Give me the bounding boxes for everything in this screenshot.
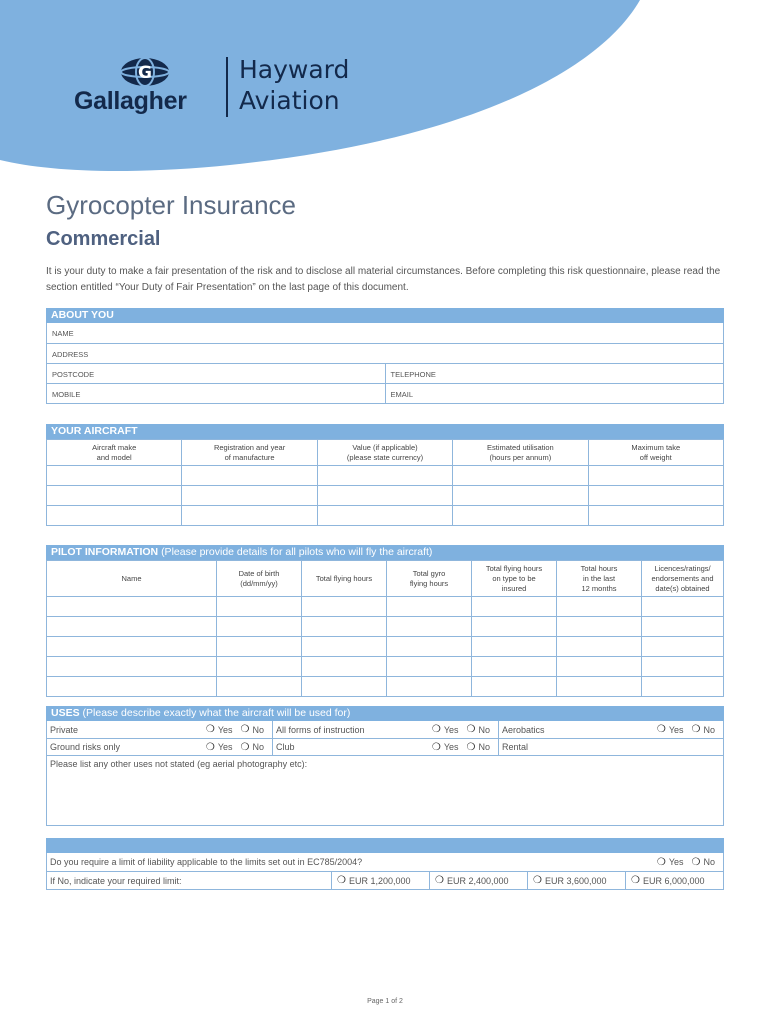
pilot-col-label: Name	[121, 573, 142, 583]
uses-section	[46, 706, 724, 826]
page-subtitle: Commercial	[46, 228, 161, 250]
checkbox-icon: ❍	[691, 724, 701, 735]
option-label: No	[478, 742, 490, 752]
checkbox-icon: ❍	[205, 724, 215, 735]
aircraft-heading: YOUR AIRCRAFT	[46, 424, 724, 439]
table-row	[47, 597, 724, 617]
pilot-col-header	[47, 561, 217, 597]
table-cell[interactable]	[453, 506, 588, 526]
option-label: No	[703, 724, 715, 735]
table-row	[47, 637, 724, 657]
use-club-label: Club	[276, 742, 295, 752]
table-cell[interactable]	[302, 597, 387, 617]
use-ground-risks-label: Ground risks only	[50, 742, 121, 752]
table-cell[interactable]	[642, 657, 724, 677]
table-row	[47, 486, 724, 506]
limit-option[interactable]	[625, 872, 723, 889]
table-cell[interactable]	[317, 466, 452, 486]
table-cell[interactable]	[472, 617, 557, 637]
checkbox-icon: ❍	[656, 856, 666, 868]
table-cell[interactable]	[588, 466, 723, 486]
aircraft-col-label: Value (if applicable) (please state currency)	[346, 442, 424, 462]
table-cell[interactable]	[217, 657, 302, 677]
aircraft-table	[46, 439, 724, 526]
checkbox-icon: ❍	[656, 724, 666, 735]
liability-if-no-label: If No, indicate your required limit:	[50, 875, 182, 886]
use-instruction-no[interactable]	[467, 724, 490, 735]
table-cell[interactable]	[217, 637, 302, 657]
about-you-heading: ABOUT YOU	[46, 308, 724, 323]
pilot-col-header	[472, 561, 557, 597]
table-row	[47, 466, 724, 486]
use-rental-label: Rental	[502, 742, 529, 752]
intro-text: It is your duty to make a fair presentation of the risk and to disclose all material circumstances. Before completing this risk questionnaire, please read the section entitled “Your Duty of Fair Presentation” on the last page of this document.	[46, 266, 721, 293]
company-logo	[74, 55, 374, 125]
name-field[interactable]: NAME	[52, 329, 74, 338]
table-cell[interactable]	[557, 637, 642, 657]
pilot-col-header	[302, 561, 387, 597]
table-cell[interactable]	[217, 677, 302, 697]
liability-heading-bar	[46, 838, 724, 853]
table-cell[interactable]	[182, 506, 317, 526]
pilot-col-label: Total flying hours	[315, 573, 373, 583]
table-row	[47, 617, 724, 637]
pilot-heading-note: (Please provide details for all pilots who will fly the aircraft)	[161, 546, 433, 558]
uses-heading-note: (Please describe exactly what the aircraft will be used for)	[82, 707, 351, 719]
use-club-no[interactable]	[467, 742, 490, 753]
aircraft-col-label: Aircraft make and model	[92, 442, 137, 462]
use-private-yes[interactable]	[206, 724, 233, 735]
use-aerobatics-yes[interactable]	[657, 724, 684, 735]
table-cell[interactable]	[387, 597, 472, 617]
page-number: Page 1 of 2	[367, 998, 403, 1005]
option-label: No	[252, 742, 264, 752]
use-instruction-yes[interactable]	[432, 724, 459, 735]
uses-row	[47, 721, 723, 738]
liability-limit-row	[47, 871, 723, 889]
pilot-col-label: Date of birth (dd/mm/yy)	[238, 568, 280, 588]
about-you-section	[46, 308, 724, 404]
table-cell[interactable]	[47, 677, 217, 697]
limit-option[interactable]	[527, 872, 625, 889]
uses-heading-label: USES	[51, 707, 80, 719]
use-club-yes[interactable]	[432, 742, 459, 753]
liability-no[interactable]	[692, 857, 715, 868]
pilot-col-header	[557, 561, 642, 597]
aircraft-col-label: Registration and year of manufacture	[213, 442, 286, 462]
other-uses-field[interactable]	[47, 755, 723, 825]
table-cell[interactable]	[47, 486, 182, 506]
table-row	[47, 506, 724, 526]
use-aerobatics-no[interactable]	[692, 724, 715, 735]
option-label: No	[703, 857, 715, 867]
uses-heading	[46, 706, 724, 721]
pilot-heading	[46, 545, 724, 560]
table-cell[interactable]	[302, 677, 387, 697]
table-cell[interactable]	[387, 677, 472, 697]
table-cell[interactable]	[642, 597, 724, 617]
logo-division-line2: Aviation	[239, 86, 340, 115]
limit-option-label: EUR 2,400,000	[446, 875, 509, 886]
aircraft-col-header	[47, 440, 182, 466]
logo-division-line1: Hayward	[239, 55, 350, 84]
aircraft-col-header	[317, 440, 452, 466]
checkbox-icon: ❍	[466, 741, 476, 753]
checkbox-icon: ❍	[431, 724, 441, 735]
aircraft-section	[46, 424, 724, 526]
option-label: Yes	[668, 724, 684, 735]
checkbox-icon: ❍	[691, 856, 701, 868]
option-label: Yes	[217, 742, 233, 752]
aircraft-col-header	[588, 440, 723, 466]
aircraft-col-header	[182, 440, 317, 466]
telephone-field[interactable]: TELEPHONE	[385, 364, 724, 383]
pilot-col-label: Licences/ratings/ endorsements and date(s) obtained	[651, 563, 714, 593]
table-cell[interactable]	[317, 506, 452, 526]
use-instruction-label: All forms of instruction	[276, 724, 365, 735]
use-private-no[interactable]	[241, 724, 264, 735]
table-cell[interactable]	[47, 597, 217, 617]
table-cell[interactable]	[472, 677, 557, 697]
table-cell[interactable]	[472, 637, 557, 657]
option-label: Yes	[668, 857, 684, 867]
table-cell[interactable]	[557, 617, 642, 637]
checkbox-icon: ❍	[240, 741, 250, 753]
table-cell[interactable]	[453, 486, 588, 506]
checkbox-icon: ❍	[205, 741, 215, 753]
table-cell[interactable]	[588, 506, 723, 526]
checkbox-icon: ❍	[337, 875, 346, 886]
liability-question: Do you require a limit of liability applicable to the limits set out in EC785/2004?	[50, 857, 363, 867]
table-cell[interactable]	[182, 486, 317, 506]
table-row	[47, 677, 724, 697]
address-field[interactable]: ADDRESS	[52, 350, 89, 359]
limit-option[interactable]	[331, 872, 429, 889]
table-cell[interactable]	[588, 486, 723, 506]
option-label: Yes	[443, 724, 459, 735]
table-cell[interactable]	[387, 657, 472, 677]
aircraft-col-label: Estimated utilisation (hours per annum)	[487, 442, 554, 462]
option-label: No	[252, 724, 264, 735]
table-cell[interactable]	[47, 506, 182, 526]
limit-option[interactable]	[429, 872, 527, 889]
liability-question-row	[47, 853, 723, 871]
checkbox-icon: ❍	[431, 741, 441, 753]
aircraft-col-label: Maximum take off weight	[631, 442, 681, 462]
table-cell[interactable]	[182, 466, 317, 486]
table-cell[interactable]	[557, 657, 642, 677]
pilot-col-header	[387, 561, 472, 597]
svg-text:G: G	[138, 63, 152, 83]
logo-divider	[226, 57, 228, 117]
table-cell[interactable]	[317, 486, 452, 506]
table-cell[interactable]	[47, 657, 217, 677]
table-cell[interactable]	[453, 466, 588, 486]
table-cell[interactable]	[217, 597, 302, 617]
use-private-label: Private	[50, 724, 79, 735]
pilot-col-header	[642, 561, 724, 597]
table-cell[interactable]	[302, 617, 387, 637]
pilot-col-label: Total hours in the last 12 months	[580, 563, 618, 593]
pilot-section	[46, 545, 724, 697]
table-cell[interactable]	[47, 617, 217, 637]
table-cell[interactable]	[472, 657, 557, 677]
checkbox-icon: ❍	[466, 724, 476, 735]
email-field[interactable]: EMAIL	[385, 384, 724, 403]
postcode-field[interactable]: POSTCODE	[52, 370, 95, 379]
option-label: Yes	[443, 742, 459, 752]
table-cell[interactable]	[387, 637, 472, 657]
use-ground-risks-no[interactable]	[241, 742, 264, 753]
table-cell[interactable]	[302, 657, 387, 677]
table-cell[interactable]	[302, 637, 387, 657]
checkbox-icon: ❍	[533, 875, 542, 886]
pilot-col-label: Total flying hours on type to be insured	[485, 563, 543, 593]
table-row	[47, 657, 724, 677]
table-cell[interactable]	[642, 637, 724, 657]
uses-row	[47, 738, 723, 755]
page-title: Gyrocopter Insurance	[46, 190, 297, 220]
other-uses-label: Please list any other uses not stated (eg aerial photography etc):	[50, 759, 308, 769]
option-label: Yes	[217, 724, 233, 735]
pilot-heading-label: PILOT INFORMATION	[51, 546, 159, 558]
liability-yes[interactable]	[657, 857, 684, 868]
table-cell[interactable]	[387, 617, 472, 637]
table-cell[interactable]	[472, 597, 557, 617]
pilot-col-label: Total gyro flying hours	[409, 568, 449, 588]
use-ground-risks-yes[interactable]	[206, 742, 233, 753]
checkbox-icon: ❍	[435, 875, 444, 886]
checkbox-icon: ❍	[631, 875, 640, 886]
table-cell[interactable]	[557, 677, 642, 697]
logo-company-name: Gallagher	[74, 87, 187, 115]
table-cell[interactable]	[557, 597, 642, 617]
table-cell[interactable]	[642, 617, 724, 637]
limit-option-label: EUR 6,000,000	[642, 875, 705, 886]
table-cell[interactable]	[217, 617, 302, 637]
use-aerobatics-label: Aerobatics	[502, 724, 545, 735]
limit-option-label: EUR 1,200,000	[348, 875, 411, 886]
aircraft-col-header	[453, 440, 588, 466]
table-cell[interactable]	[47, 466, 182, 486]
option-label: No	[478, 724, 490, 735]
pilot-col-header	[217, 561, 302, 597]
table-cell[interactable]	[642, 677, 724, 697]
pilot-table	[46, 560, 724, 697]
mobile-field[interactable]: MOBILE	[52, 390, 81, 399]
gallagher-globe-icon	[119, 57, 171, 87]
limit-option-label: EUR 3,600,000	[544, 875, 607, 886]
table-cell[interactable]	[47, 637, 217, 657]
checkbox-icon: ❍	[240, 724, 250, 735]
liability-section	[46, 838, 724, 890]
